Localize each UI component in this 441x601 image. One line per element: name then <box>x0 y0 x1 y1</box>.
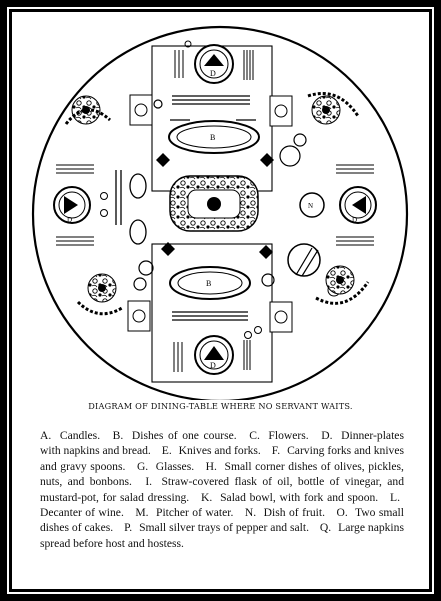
right-plate-label: D <box>352 216 358 224</box>
top-plate-label: D <box>210 69 216 78</box>
legend-item: A. Candles. <box>40 429 101 442</box>
legend-item: E. Knives and forks. <box>161 444 261 458</box>
legend-item: C. Flowers. <box>249 429 309 442</box>
top-dish-label: B <box>210 133 216 142</box>
diagram-caption: DIAGRAM OF DINING-TABLE WHERE NO SERVANT WAITS. <box>88 401 353 411</box>
legend-item: F. Carving forks and knives and gravy spoons. <box>40 444 404 473</box>
legend <box>40 428 404 551</box>
legend-item: I. Straw-covered flask of oil, bottle of vinegar, and mustard-pot, for salad dressing. <box>40 475 405 504</box>
legend-item: P. Small silver trays of pepper and salt. <box>124 521 309 535</box>
bottom-plate-label: D <box>210 361 216 370</box>
legend-item: K. Salad bowl, with fork and spoon. <box>201 490 379 504</box>
legend-item: H. Small corner dishes of olives, pickles, nuts, and bonbons. <box>40 459 404 489</box>
legend-item: G. Glasses. <box>136 459 195 473</box>
bottom-dish-label: B <box>206 279 212 288</box>
right-fruit-label: N <box>308 202 314 210</box>
legend-item: D. Dinner-plates with napkins and bread. <box>40 429 404 458</box>
legend-item: O. Two small dishes of cakes. <box>40 506 405 535</box>
top-platter <box>169 121 259 153</box>
legend-item: Q. Large napkins spread before host and hostess. <box>40 521 404 550</box>
centre-flowers <box>170 176 258 231</box>
legend-item: B. Dishes of one course. <box>112 429 237 442</box>
left-plate-label: D <box>67 216 73 224</box>
legend-item: M. Pitcher of water. <box>135 506 234 520</box>
legend-item: L. Decanter of wine. <box>40 490 401 520</box>
legend-item: N. Dish of fruit. <box>244 506 325 520</box>
